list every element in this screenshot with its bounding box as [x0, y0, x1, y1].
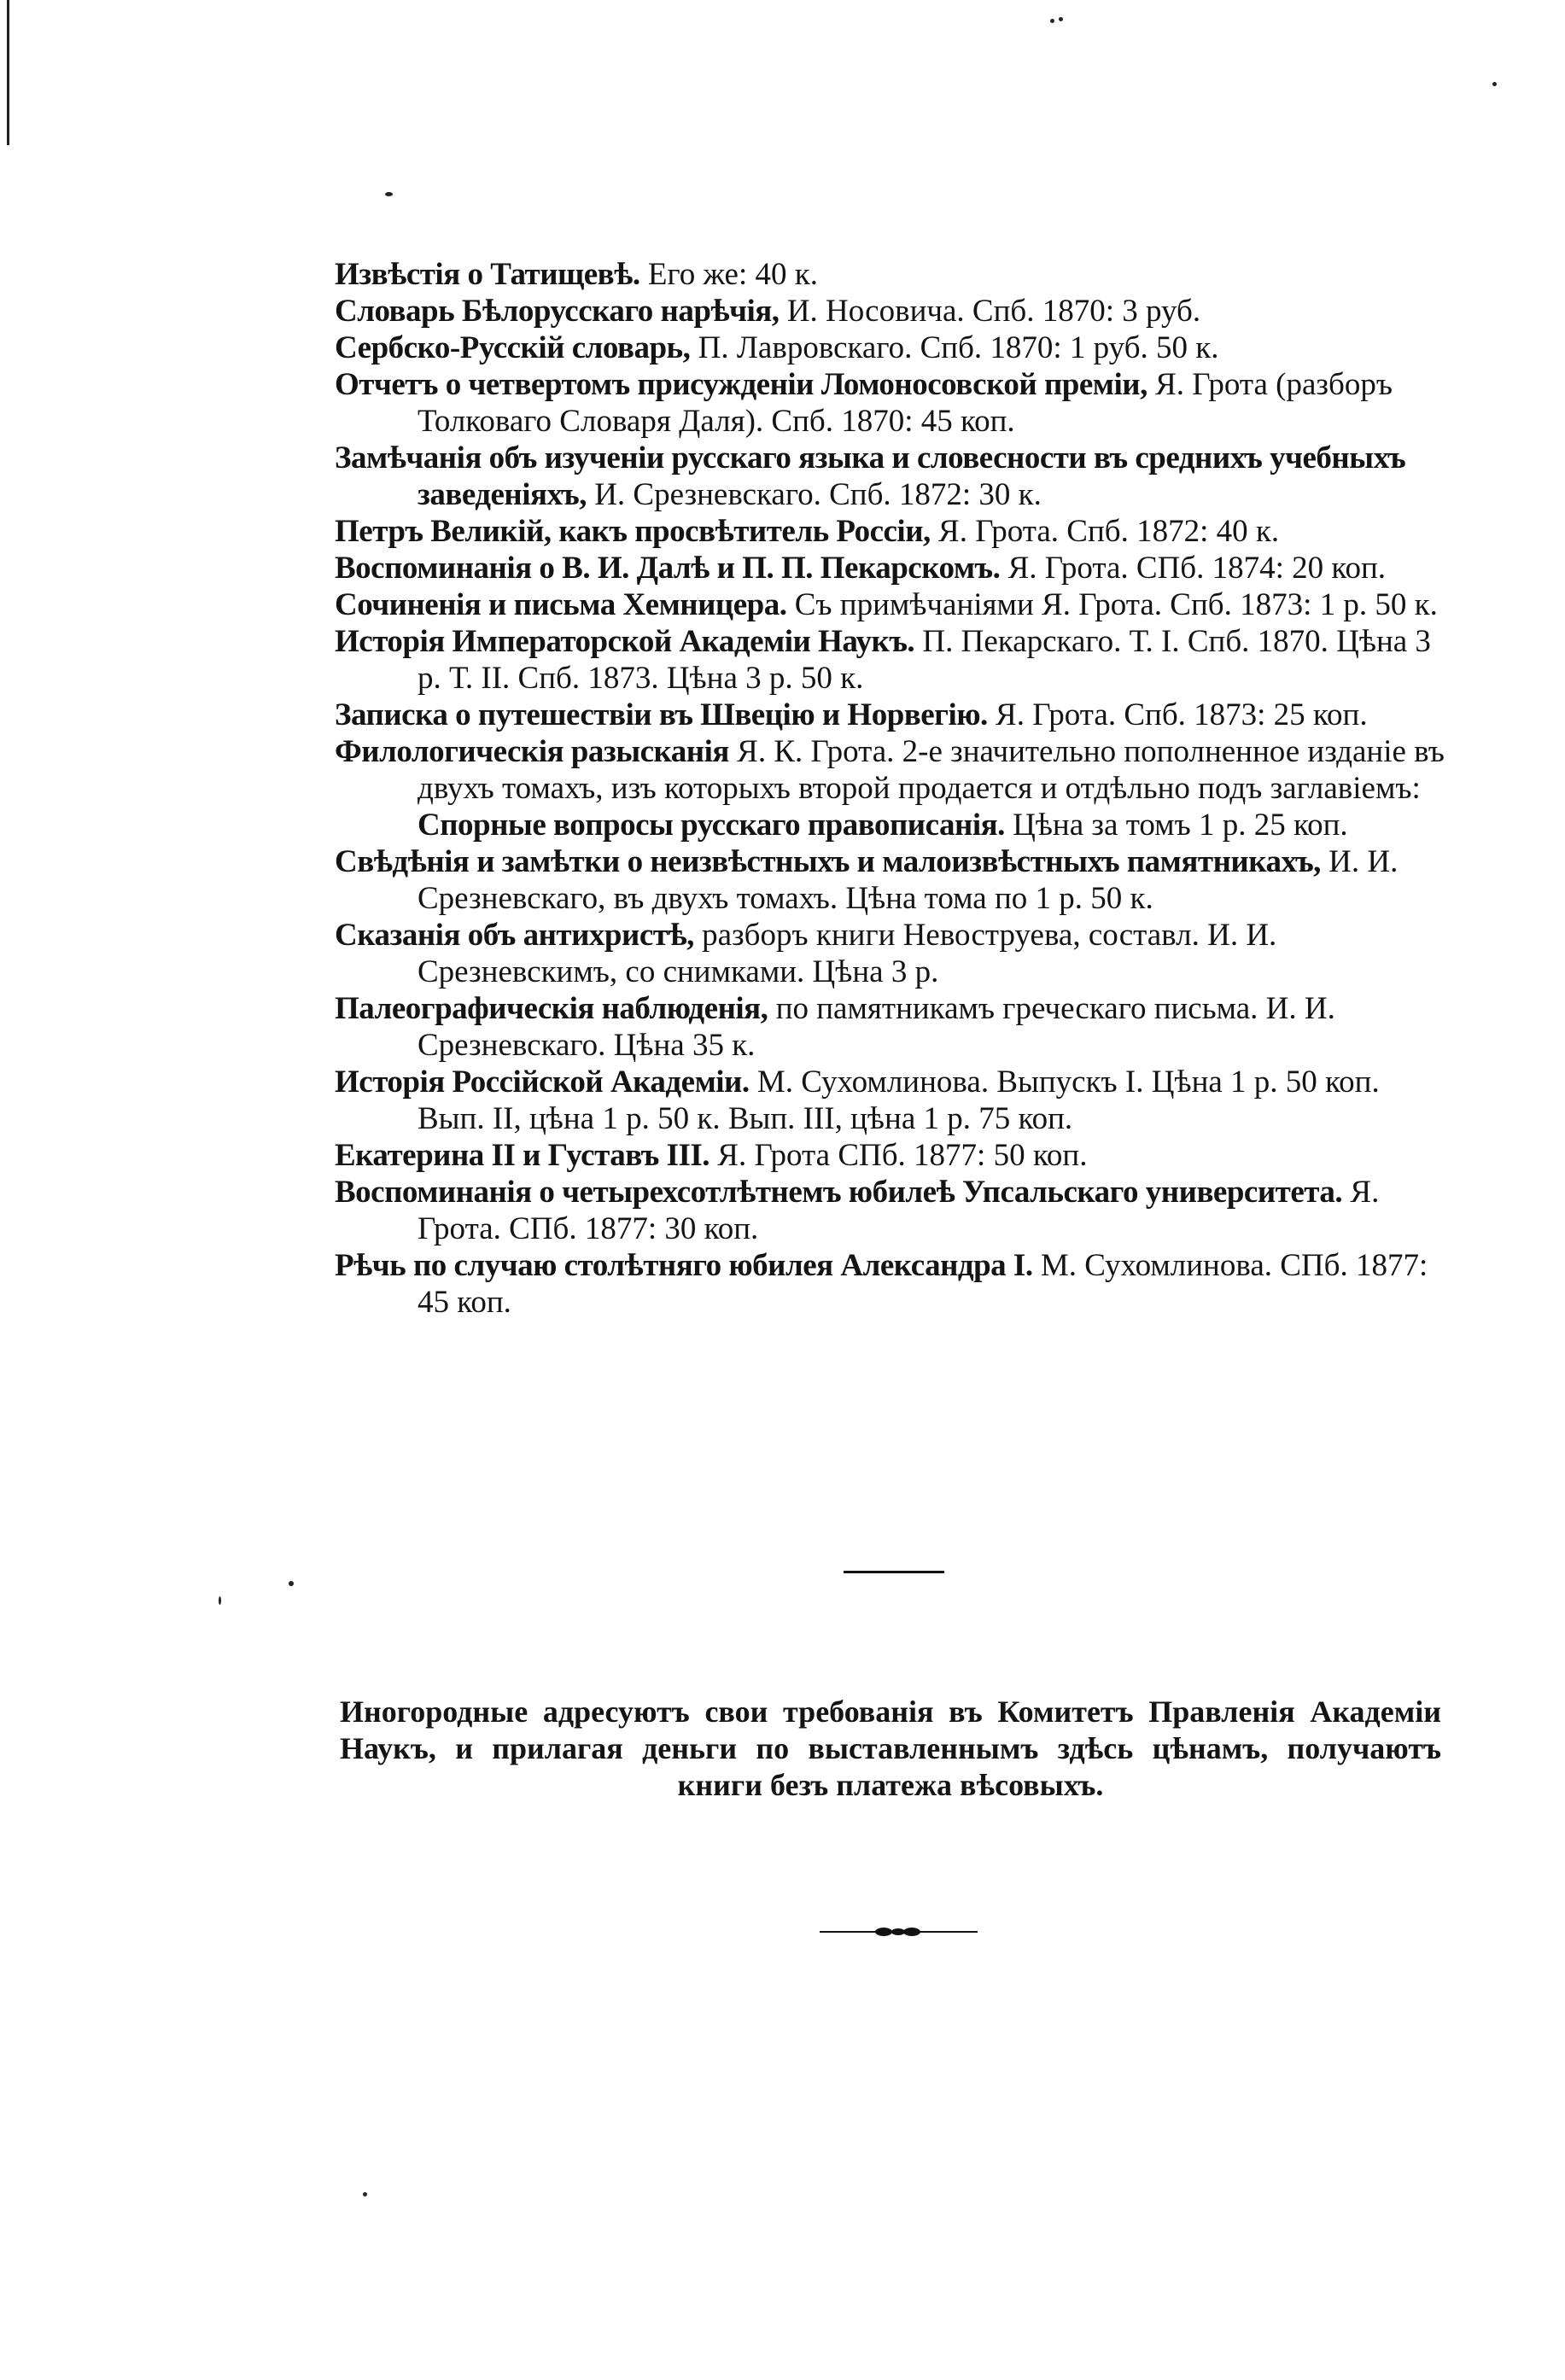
list-item — [335, 1174, 1449, 1247]
entry-title: Замѣчанія объ изученіи русскаго языка и словесности въ среднихъ учебныхъ заведеніяхъ, — [335, 440, 1406, 512]
entry-title: Палеографическія наблюденія, — [335, 991, 768, 1026]
entry-details: П. Лавровскаго. Спб. 1870: 1 руб. 50 к. — [690, 330, 1219, 365]
entry-details: Я. Грота СПб. 1877: 50 коп. — [710, 1138, 1088, 1173]
entry-details: Я. Грота (разборъ Толковаго Словаря Даля). Спб. 1870: 45 коп. — [418, 367, 1393, 439]
ink-speck — [1492, 82, 1497, 86]
entry-title: Филологическія разысканія — [335, 734, 729, 769]
list-item — [335, 623, 1449, 697]
entry-subtitle: Спорные вопросы русскаго правописанія. — [418, 808, 1005, 843]
entry-details: Я. Грота. Спб. 1872: 40 к. — [930, 514, 1280, 549]
entry-details: И. Срезневскаго. Спб. 1872: 30 к. — [586, 477, 1042, 512]
entry-details: М. Сухомлинова. Выпускъ I. Цѣна 1 р. 50 коп. Вып. II, цѣна 1 р. 50 к. Вып. III, цѣна 1 р. 75 коп. — [418, 1065, 1380, 1136]
entry-title: Сочиненія и письма Хемницера. — [335, 587, 787, 622]
list-item — [335, 990, 1449, 1064]
publication-list — [335, 256, 1449, 1321]
list-item — [335, 366, 1449, 440]
entry-details: разборъ книги Невоструева, составл. И. И. Срезневскимъ, со снимками. Цѣна 3 р. — [418, 918, 1277, 989]
list-item — [335, 1064, 1449, 1137]
entry-title: Сербско-Русскій словарь, — [335, 330, 691, 365]
entry-title: Екатерина II и Густавъ III. — [335, 1138, 710, 1173]
entry-title: Записка о путешествіи въ Швецію и Норвегію. — [335, 697, 988, 732]
entry-title: Воспоминанія о четырехсотлѣтнемъ юбилеѣ Упсальскаго университета. — [335, 1175, 1343, 1210]
entry-title: Отчетъ о четвертомъ присужденіи Ломоносовской преміи, — [335, 367, 1147, 402]
entry-details: Съ примѣчаніями Я. Грота. Спб. 1873: 1 р. 50 к. — [786, 587, 1438, 622]
ink-speck — [289, 1581, 294, 1586]
section-divider — [844, 1571, 944, 1573]
entry-details: П. Пекарскаго. Т. I. Спб. 1870. Цѣна 3 р. Т. II. Спб. 1873. Цѣна 3 р. 50 к. — [418, 624, 1431, 696]
list-item — [335, 733, 1449, 843]
ink-speck — [1050, 19, 1054, 23]
ink-speck — [363, 2192, 367, 2196]
entry-title: Исторія Россійской Академіи. — [335, 1065, 750, 1100]
entry-title: Исторія Императорской Академіи Наукъ. — [335, 624, 915, 659]
list-item — [335, 550, 1449, 586]
entry-details: Я. Грота. Спб. 1873: 25 коп. — [987, 697, 1368, 732]
entry-details: М. Сухомлинова. СПб. 1877: 45 коп. — [418, 1248, 1428, 1320]
entry-details: Его же: 40 к. — [639, 257, 818, 292]
list-item — [335, 440, 1449, 513]
ink-speck — [219, 1596, 221, 1605]
list-item — [335, 330, 1449, 366]
list-item — [335, 843, 1449, 917]
entry-details: И. И. Срезневскаго, въ двухъ томахъ. Цѣна тома по 1 р. 50 к. — [418, 844, 1399, 916]
entry-title: Извѣстія о Татищевѣ. — [335, 257, 640, 292]
entry-details: по памятникамъ греческаго письма. И. И. Срезневскаго. Цѣна 35 к. — [418, 991, 1335, 1063]
entry-title: Петръ Великій, какъ просвѣтитель Россіи, — [335, 514, 931, 549]
ordering-notice: Иногородные адресуютъ свои требованія въ Комитетъ Правленія Академіи Наукъ, и прилагая деньги по выставленнымъ здѣсь цѣнамъ, получаютъ книги безъ платежа вѣсовыхъ. — [340, 1695, 1441, 1802]
list-item — [335, 256, 1449, 293]
entry-details: И. Носовича. Спб. 1870: 3 руб. — [779, 294, 1201, 329]
entry-price: Цѣна за томъ 1 р. 25 коп. — [1004, 808, 1348, 843]
entry-title: Рѣчь по случаю столѣтняго юбилея Александра I. — [335, 1248, 1033, 1283]
entry-title: Сказанія объ антихристѣ, — [335, 918, 694, 953]
entry-title: Воспоминанія о В. И. Далѣ и П. П. Пекарскомъ. — [335, 551, 1001, 586]
list-item — [335, 513, 1449, 550]
ink-speck — [1059, 17, 1063, 21]
entry-details: Я. Грота. СПб. 1877: 30 коп. — [418, 1175, 1380, 1246]
list-item — [335, 697, 1449, 733]
list-item — [335, 586, 1449, 623]
list-item — [335, 1247, 1449, 1321]
entry-details: Я. К. Грота. 2-е значительно пополненное изданіе въ двухъ томахъ, изъ которыхъ второй продается и отдѣльно подъ заглавіемъ: — [418, 734, 1445, 806]
list-item — [335, 917, 1449, 990]
entry-details: Я. Грота. СПб. 1874: 20 коп. — [1000, 551, 1387, 586]
tailpiece-ornament — [820, 1926, 978, 1938]
ink-speck — [385, 192, 393, 196]
list-item — [335, 293, 1449, 330]
entry-title: Свѣдѣнія и замѣтки о неизвѣстныхъ и малоизвѣстныхъ памятникахъ, — [335, 844, 1321, 879]
entry-title: Словарь Бѣлорусскаго нарѣчія, — [335, 294, 780, 329]
list-item — [335, 1137, 1449, 1174]
page-edge-line — [7, 0, 9, 145]
